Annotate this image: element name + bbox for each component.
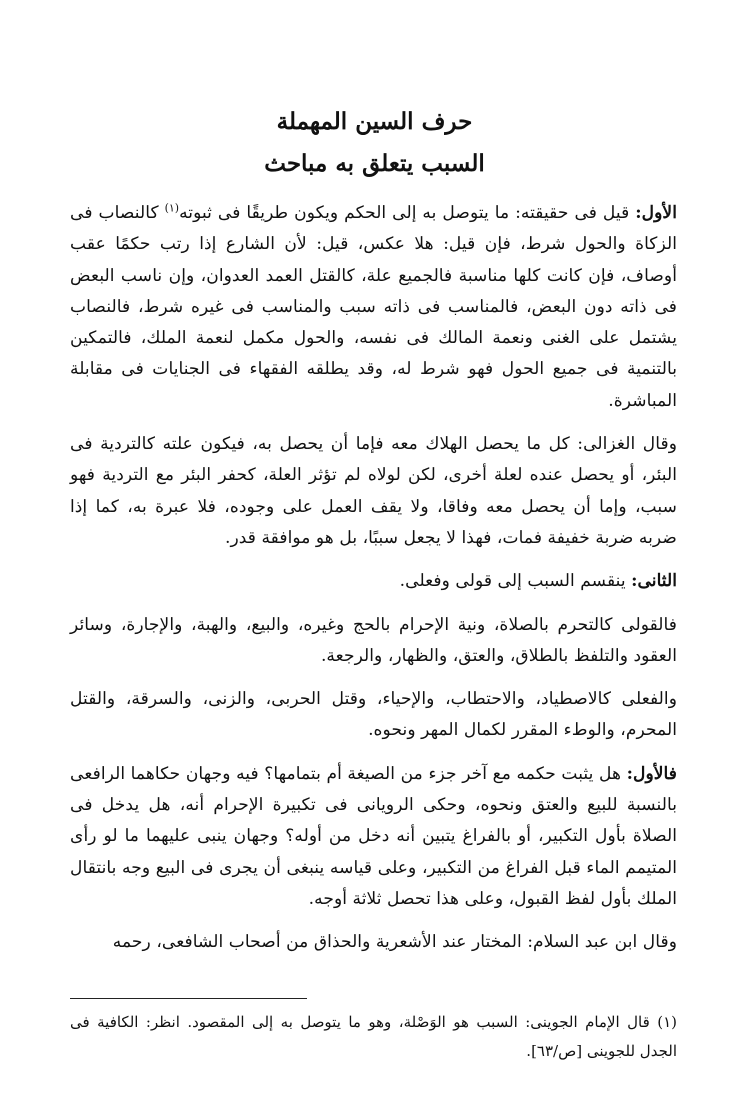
- main-text: [70, 198, 677, 971]
- paragraph-text: ينقسم السبب إلى قولى وفعلى.: [399, 571, 632, 592]
- paragraph-first: [70, 198, 677, 417]
- paragraph-lead: الأول:: [635, 203, 677, 223]
- paragraph-ibn-abd-al-salam: وقال ابن عبد السلام: المختار عند الأشعرية والحذاق من أصحاب الشافعى، رحمه: [112, 932, 677, 953]
- paragraph-ghazali: وقال الغزالى: كل ما يحصل الهلاك معه فإما أن يحصل به، فيكون علته كالتردية فى البئر، أو يحصل عنده لعلة أخرى، لكن لولاه لم تؤثر العلة، كحفر البئر مع التردية فهو سبب، وإما أن يحصل معه وفاقا، ولا يقف العمل على وجوده، فلا عبرة به، كما إذا ضربه ضربة خفيفة فمات، فهذا لا يجعل سببًا، بل هو موافقة قدر.: [70, 434, 677, 548]
- paragraph-first-type: [70, 759, 677, 915]
- section-title: السبب يتعلق به مباحث: [264, 150, 485, 177]
- footnote-reference[interactable]: (١): [164, 201, 180, 215]
- footnote: (١) قال الإمام الجوينى: السبب هو الوَصْلة، وهو ما يتوصل به إلى المقصود. انظر: الكافية فى الجدل للجوينى [ص/٦٣].: [70, 1013, 677, 1060]
- chapter-title: حرف السين المهملة: [276, 108, 473, 135]
- footnote-divider: [70, 998, 307, 999]
- paragraph-text: هل يثبت حكمه مع آخر جزء من الصيغة أم بتمامها؟ فيه وجهان حكاهما الرافعى بالنسبة للبيع والعتق ونحوه، وحكى الرويانى فى تكبيرة الإحرام أنه، هل يدخل فى الصلاة بأول التكبير، أو بالفراغ يتبين أنه دخل من أوله؟ وجهان ينبى عليهما ما لو رأى المتيمم الماء قبل الفراغ من التكبير، وعلى قياسه ينبغى أن يجرى فى البيع وجه بانتقال الملك بأول لفظ القبول، وعلى هذا تحصل ثلاثة أوجه.: [70, 763, 677, 909]
- paragraph-lead: الثانى:: [631, 571, 677, 592]
- paragraph-text: قيل فى حقيقته: ما يتوصل به إلى الحكم ويكون طريقًا فى ثبوته: [179, 203, 636, 223]
- paragraph-second: [70, 566, 677, 597]
- paragraph-verbal: فالقولى كالتحرم بالصلاة، ونية الإحرام بالحج وغيره، والبيع، والهبة، والإجارة، وسائر العقود والتلفظ بالطلاق، والعتق، والظهار، والرجعة.: [70, 614, 677, 666]
- paragraph-text: كالنصاب فى الزكاة والحول شرط، فإن قيل: هلا عكس، قيل: لأن الشارع إذا رتب حكمًا عقب أوصاف، فإن كانت كلها مناسبة فالجميع علة، كالقتل العمد العدوان، وإن ناسب البعض فى ذاته دون البعض، فالمناسب فى ذاته سبب والمناسب فى غيره شرط، فالنصاب يشتمل على الغنى ونعمة المالك فى نفسه، والحول مكمل لنعمة الملك، فالتمكين بالتنمية فى جميع الحول فهو شرط له، وقد يطلقه الفقهاء فى الجنايات فى مقابلة المباشرة.: [70, 203, 677, 411]
- paragraph-lead: فالأول:: [626, 763, 677, 784]
- paragraph-actual: والفعلى كالاصطياد، والاحتطاب، والإحياء، وقتل الحربى، والزنى، والسرقة، والقتل المحرم، والوطء المقرر لكمال المهر ونحوه.: [70, 689, 677, 741]
